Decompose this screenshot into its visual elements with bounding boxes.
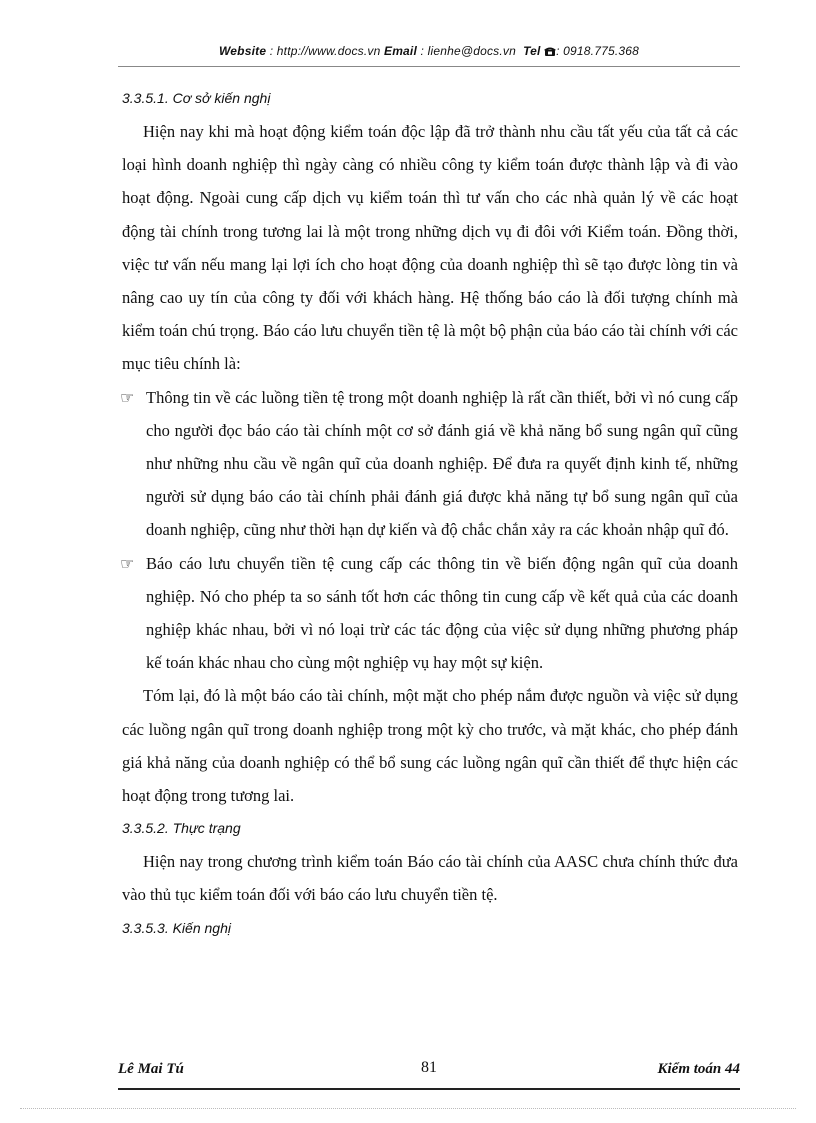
section-title-thuc-trang: 3.3.5.2. Thực trạng <box>122 820 241 837</box>
pointing-hand-icon: ☞ <box>120 553 135 573</box>
website-value: : http://www.docs.vn <box>266 44 384 58</box>
paragraph-summary: Tóm lại, đó là một báo cáo tài chính, một mặt cho phép nắm được nguồn và việc sử dụng các luồng ngân quĩ trong doanh nghiệp trong một kỳ cho trước, và mặt khác, cho phép đánh giá khả năng của doanh nghiệp có thể bổ sung các luồng ngân quĩ cần thiết để thực hiện các hoạt động trong tương lai. <box>122 686 738 806</box>
bullet-item-1-text: Thông tin về các luồng tiền tệ trong một doanh nghiệp là rất cần thiết, bởi vì nó cung cấp cho người đọc báo cáo tài chính một cơ sở đánh giá về khả năng bổ sung ngân quĩ cũng như những nhu cầu về ngân quĩ của doanh nghiệp. Để đưa ra quyết định kinh tế, những người sử dụng báo cáo tài chính phải đánh giá được khả năng tự bổ sung ngân quĩ của doanh nghiệp, cũng như thời hạn dự kiến và độ chắc chắn xảy ra các khoản nhập quĩ đó. <box>146 387 738 540</box>
email-value: : lienhe@docs.vn <box>417 44 520 58</box>
page-header <box>118 44 740 60</box>
pointing-hand-icon: ☞ <box>120 387 135 407</box>
page-footer <box>118 1055 740 1085</box>
paragraph-intro: Hiện nay khi mà hoạt động kiểm toán độc lập đã trở thành nhu cầu tất yếu của tất cả các loại hình doanh nghiệp thì ngày càng có nhiều công ty kiểm toán được thành lập và đi vào hoạt động. Ngoài cung cấp dịch vụ kiểm toán thì tư vấn cho các nhà quản lý về các hoạt động tài chính trong tương lai là một trong những dịch vụ đi đôi với Kiểm toán. Đồng thời, việc tư vấn nếu mang lại lợi ích cho hoạt động của doanh nghiệp thì sẽ tạo được lòng tin và nâng cao uy tín của công ty đối với khách hàng. Hệ thống báo cáo là đối tượng chính mà kiểm toán chú trọng. Báo cáo lưu chuyển tiền tệ là một bộ phận của báo cáo tài chính với các mục tiêu chính là: <box>122 122 738 374</box>
telephone-icon <box>544 46 556 60</box>
bullet-item-1 <box>120 381 738 547</box>
section-title-kien-nghi: 3.3.5.3. Kiến nghị <box>122 919 231 936</box>
footer-author: Lê Mai Tú <box>118 1061 184 1077</box>
website-label: Website <box>219 44 267 58</box>
email-label: Email <box>383 44 417 58</box>
page-number: 81 <box>421 1059 437 1076</box>
bullet-item-2 <box>120 547 738 680</box>
header-divider <box>118 66 740 67</box>
page-bottom-border <box>20 1108 796 1109</box>
paragraph-current-state: Hiện nay trong chương trình kiểm toán Báo cáo tài chính của AASC chưa chính thức đưa vào thủ tục kiểm toán đối với báo cáo lưu chuyển tiền tệ. <box>122 852 738 905</box>
footer-divider <box>118 1088 740 1090</box>
section-title-co-so-kien-nghi: 3.3.5.1. Cơ sở kiến nghị <box>122 90 271 106</box>
document-body <box>122 82 738 945</box>
tel-label: Tel <box>523 44 541 58</box>
footer-course: Kiểm toán 44 <box>657 1061 740 1077</box>
tel-value: : 0918.775.368 <box>556 44 639 58</box>
bullet-item-2-text: Báo cáo lưu chuyển tiền tệ cung cấp các thông tin về biến động ngân quĩ của doanh nghiệp. Nó cho phép ta so sánh tốt hơn các thông tin cung cấp về kết quả của các doanh nghiệp khác nhau, bởi vì nó loại trừ các tác động của việc sử dụng những phương pháp kế toán khác nhau cho cùng một nghiệp vụ hay một sự kiện. <box>146 553 738 673</box>
